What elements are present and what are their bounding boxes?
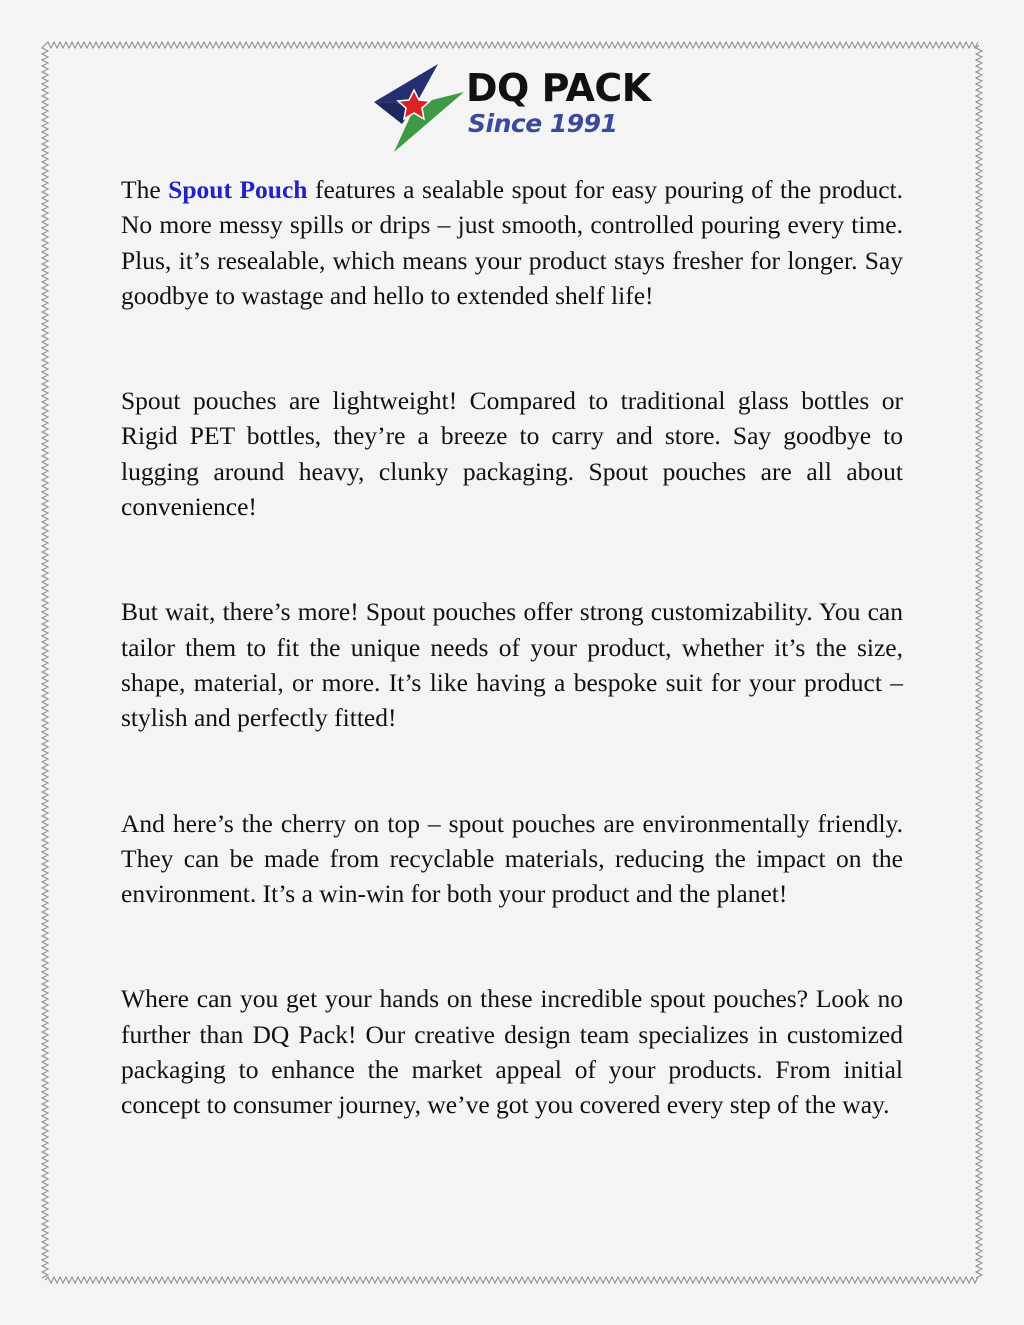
paragraph-environment: And here’s the cherry on top – spout pouches are environmentally friendly. They can be made from recyclable materials, reducing the impact on the environment. It’s a win-win for both your product and the planet! — [121, 808, 903, 909]
paragraph-dq-pack: Where can you get your hands on these incredible spout pouches? Look no further than DQ Pack! Our creative design team specializes in customized packaging to enhance the market appeal of your products. From initial concept to consumer journey, we’ve got you covered every step of the way. — [121, 984, 903, 1120]
company-logo — [372, 60, 662, 154]
article-body — [121, 172, 903, 1123]
spout-pouch-link[interactable]: Spout Pouch — [168, 175, 308, 204]
paragraph-customizability: But wait, there’s more! Spout pouches offer strong customizability. You can tailor them to fit the unique needs of your product, whether it’s the size, shape, material, or more. It’s like having a bespoke suit for your product – stylish and perfectly fitted! — [121, 597, 903, 733]
paragraph-lightweight: Spout pouches are lightweight! Compared to traditional glass bottles or Rigid PET bottles, they’re a breeze to carry and store. Say goodbye to lugging around heavy, clunky packaging. Spout pouches are all about convenience! — [121, 386, 903, 522]
star-emblem-icon — [372, 60, 466, 154]
paragraph-spout-pouch-intro — [121, 172, 903, 313]
paragraph-lead: The — [121, 175, 169, 204]
border-left-edge — [42, 45, 48, 1278]
paragraph-text: features a sealable spout for easy pouring of the product. No more messy spills or drips – just smooth, controlled pouring every time. Plus, it’s resealable, which means your product stays fresher for longer. Say goodbye to wastage and hello to extended shelf life! — [121, 175, 903, 310]
brand-name: DQ PACK — [466, 66, 651, 110]
border-right-edge — [976, 45, 982, 1278]
brand-tagline: Since 1991 — [468, 109, 618, 138]
border-top-edge — [45, 42, 978, 48]
border-bottom-edge — [45, 1277, 978, 1283]
